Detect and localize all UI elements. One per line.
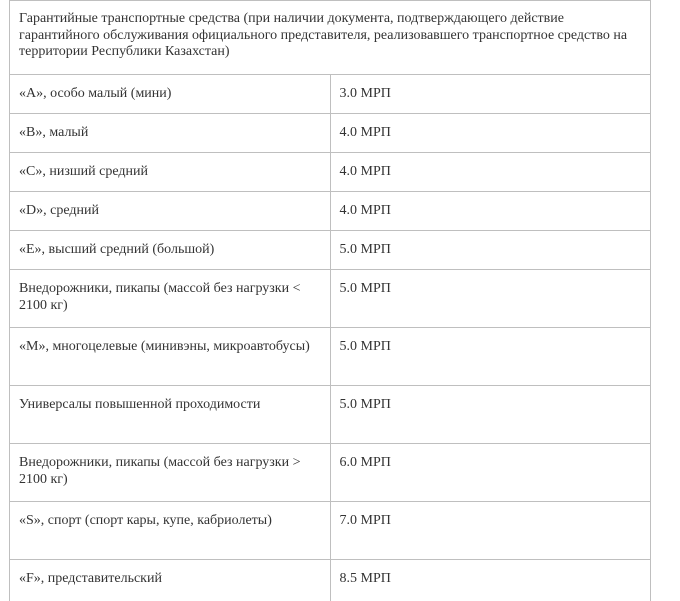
table-header-row [10,1,651,75]
value-cell: 4.0 МРП [330,192,651,231]
value-cell: 6.0 МРП [330,444,651,502]
value-cell: 4.0 МРП [330,114,651,153]
value-cell: 3.0 МРП [330,75,651,114]
value-cell: 7.0 МРП [330,502,651,560]
category-cell: «D», средний [10,192,331,231]
category-cell: «S», спорт (спорт кары, купе, кабриолеты) [10,502,331,560]
category-cell: Внедорожники, пикапы (массой без нагрузки < 2100 кг) [10,270,331,328]
table-row [10,231,651,270]
table-row [10,114,651,153]
table-row [10,75,651,114]
value-cell: 5.0 МРП [330,231,651,270]
category-cell: Внедорожники, пикапы (массой без нагрузки > 2100 кг) [10,444,331,502]
value-cell: 5.0 МРП [330,270,651,328]
table-row [10,328,651,386]
category-cell: «А», особо малый (мини) [10,75,331,114]
table-row [10,560,651,601]
table-row [10,502,651,560]
category-cell: Универсалы повышенной проходимости [10,386,331,444]
category-cell: «Е», высший средний (большой) [10,231,331,270]
table-row [10,270,651,328]
category-cell: «В», малый [10,114,331,153]
value-cell: 8.5 МРП [330,560,651,601]
category-cell: «С», низший средний [10,153,331,192]
table-row [10,444,651,502]
table-row [10,192,651,231]
category-cell: «F», представительский [10,560,331,601]
value-cell: 4.0 МРП [330,153,651,192]
table-header-cell: Гарантийные транспортные средства (при наличии документа, подтверждающего действие гарантийного обслуживания официального представителя, реализовавшего транспортное средство на территории Республики Казахстан) [10,1,651,75]
table-row [10,386,651,444]
value-cell: 5.0 МРП [330,386,651,444]
warranty-vehicles-table [9,0,651,601]
category-cell: «М», многоцелевые (минивэны, микроавтобусы) [10,328,331,386]
table-row [10,153,651,192]
value-cell: 5.0 МРП [330,328,651,386]
